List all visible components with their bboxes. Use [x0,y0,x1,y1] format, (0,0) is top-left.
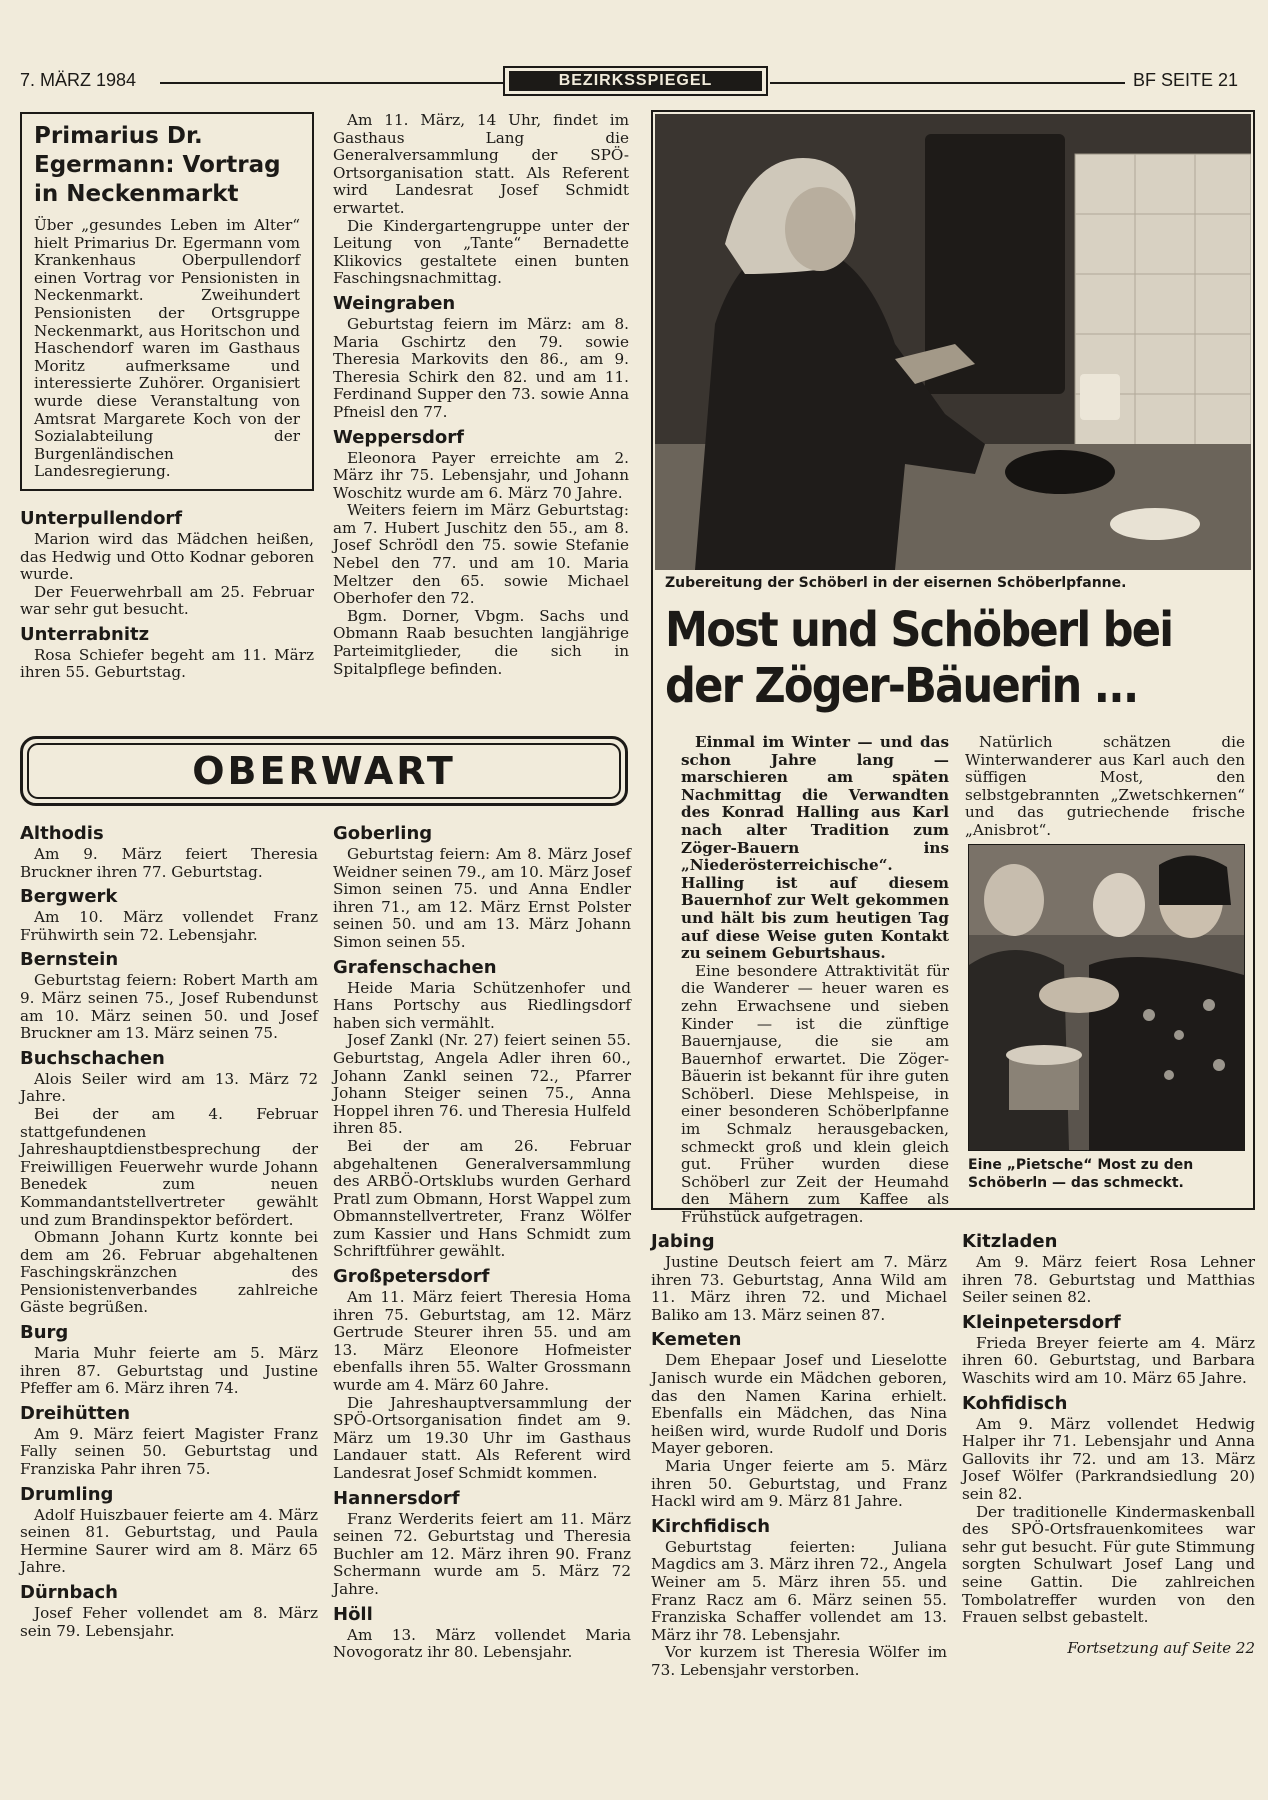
text-weppersdorf-3: Bgm. Dorner, Vbgm. Sachs und Obmann Raab besuchten langjährige Parteimitglieder, die sich in Spitalpflege befinden. [333,606,629,678]
heading-goberling: Goberling [333,823,433,844]
text-althodis: Am 9. März feiert Theresia Bruckner ihren 77. Geburtstag. [20,845,318,881]
oberwart-column-left [20,818,318,1640]
feature-headline: Most und Schöberl bei der Zöger-Bäuerin ... [665,602,1173,714]
text-unterpullendorf-1: Marion wird das Mädchen heißen, das Hedwig und Otto Kodnar geboren wurde. [20,529,314,584]
heading-jabing: Jabing [651,1231,715,1252]
heading-kirchfidisch: Kirchfidisch [651,1515,771,1537]
feature-body: Eine besondere Attraktivität für die Wanderer — heuer waren es zehn Erwachsene und sieben Kinder — ist die zünftige Bauernjause, die sie am Bauernhof erwartet. Die Zöger-Bäuerin ist bekannt für ihre guten Schöberl. Diese Mehlspeise, in einer besonderen Schöberlpfanne im Schmalz herausgebacken, schmeckt groß und klein gleich gut. Früher wurden diese Schöberl zur Zeit der Heumahd den Mähern zum Kaffee als Frühstück aufgetragen. [681,961,949,1227]
text-unterpullendorf-2: Der Feuerwehrball am 25. Februar war sehr gut besucht. [20,582,314,619]
header-rule-left [160,82,503,84]
text-burg: Maria Muhr feierte am 5. März ihren 87. Geburtstag und Justine Pfeffer am 6. März ihren 74. [20,1344,318,1398]
text-kleinpetersdorf: Frieda Breyer feierte am 4. März ihren 60. Geburtstag, und Barbara Waschits wird am 10. März 65 Jahre. [962,1333,1255,1387]
text-grafenschachen-2: Josef Zankl (Nr. 27) feiert seinen 55. Geburtstag, Angela Adler ihren 60., Johann Zankl seinen 72., Pfarrer Johann Steiger seinen 75., Anna Hoppel ihren 76. und Theresia Hulfeld ihren 85. [333,1031,631,1138]
oberwart-banner-inner [27,743,621,799]
text-hoell: Am 13. März vollendet Maria Novogoratz ihr 80. Lebensjahr. [333,1625,631,1662]
text-hannersdorf: Franz Werderits feiert am 11. März seinen 72. Geburtstag und Theresia Buchler am 12. März ihren 90. Franz Schermann wurde am 5. März 72 Jahre. [333,1509,631,1598]
heading-kohfidisch: Kohfidisch [962,1392,1068,1414]
text-duernbach: Josef Feher vollendet am 8. März sein 79. Lebensjahr. [20,1604,318,1640]
feature-box [651,110,1255,1227]
section-label [503,66,768,96]
text-kitzladen: Am 9. März feiert Rosa Lehner ihren 78. Geburtstag und Matthias Seiler seinen 82. [962,1253,1255,1307]
heading-burg: Burg [20,1322,69,1344]
page-date: 7. MÄRZ 1984 [20,70,137,90]
text-grosspetersdorf-2: Die Jahreshauptversammlung der SPÖ-Ortsorganisation findet am 9. März um 19.30 Uhr im Gasthaus Landauer statt. Als Referent wird Landesrat Josef Schmidt kommen. [333,1393,631,1482]
feature-lead: Einmal im Winter — und das schon Jahre lang — marschieren am späten Nachmittag die Verwandten des Konrad Halling aus Karl nach alter Tradition zum Zöger-Bauern ins „Niederösterreichische“. Halling ist auf diesem Bauernhof zur Welt gekommen und hält bis zum heutigen Tag auf diese Weise guten Kontakt zu seinem Geburtshaus. [681,733,949,963]
heading-grosspetersdorf: Großpetersdorf [333,1266,490,1288]
text-weingraben-1: Geburtstag feiern im März: am 8. Maria Gschirtz den 79. sowie Theresia Markovits den 86., am 9. Theresia Schirk den 82. und am 11. Ferdinand Supper den 73. sowie Anna Pfneisl den 77. [333,314,629,421]
text-buchschachen-1: Alois Seiler wird am 13. März 72 Jahre. [20,1069,318,1106]
text-generalversammlung: Am 11. März, 14 Uhr, findet im Gasthaus Lang die Generalversammlung der SPÖ-Ortsorganisation statt. Als Referent wird Landesrat Josef Schmidt erwartet. [333,111,629,217]
text-dreihuetten: Am 9. März feiert Magister Franz Fally seinen 50. Geburtstag und Franziska Pahr ihren 75. [20,1424,318,1479]
egermann-title: Primarius Dr. Egermann: Vortrag in Neckenmarkt [34,123,281,207]
text-kirchfidisch-1: Geburtstag feierten: Juliana Magdics am 3. März ihren 72., Angela Weiner am 5. März ihren 55. und Franz Racz am 6. März seinen 55. Franziska Schaffer vollendet am 13. März ihr 78. Lebensjahr. [651,1537,947,1644]
heading-bergwerk: Bergwerk [20,886,118,908]
feature-photo-kitchen [655,114,1251,570]
section-label-inner: BEZIRKSSPIEGEL [509,71,762,91]
text-bernstein: Geburtstag feiern: Robert Marth am 9. März seinen 75., Josef Rubendunst am 10. März seinen 50. und Josef Bruckner am 13. März seinen 75. [20,971,318,1043]
continued-note: Fortsetzung auf Seite 22 [1067,1638,1255,1657]
oberwart-column-middle [333,818,631,1662]
text-drumling: Adolf Huiszbauer feierte am 4. März seinen 81. Geburtstag, und Paula Hermine Saurer wird am 8. März 65 Jahre. [20,1505,318,1577]
heading-althodis: Althodis [20,823,104,844]
oberwart-title: OBERWART [192,749,456,793]
text-kindergarten: Die Kindergartengruppe unter der Leitung von „Tante“ Bernadette Klikovics gestaltete einen bunten Faschingsnachmittag. [333,216,629,288]
heading-buchschachen: Buchschachen [20,1047,165,1069]
feature-photo-people-caption: Eine „Pietsche“ Most zu den Schöberln — das schmeckt. [968,1157,1194,1191]
text-goberling: Geburtstag feiern: Am 8. März Josef Weidner seinen 79., am 10. März Josef Simon seinen 75. und Anna Endler ihren 71., am 12. März Ernst Polster seinen 50. und am 13. März Johann Simon seinen 55. [333,845,631,951]
text-weppersdorf-1: Eleonora Payer erreichte am 2. März ihr 75. Lebensjahr, und Johann Woschitz wurde am 6. März 70 Jahre. [333,448,629,502]
text-buchschachen-2: Bei der am 4. Februar stattgefundenen Jahreshauptdienstbesprechung der Freiwilligen Feuerwehr wurde Johann Benedek zum neuen Kommandantstellvertreter gewählt und zum Brandinspektor befördert. [20,1104,318,1229]
text-buchschachen-3: Obmann Johann Kurtz konnte bei dem am 26. Februar abgehaltenen Faschingskränzchen des Pensionistenverbandes zahlreiche Gäste begrüßen. [20,1228,318,1317]
text-jabing: Justine Deutsch feiert am 7. März ihren 73. Geburtstag, Anna Wild am 11. März ihren 72. und Michael Baliko am 13. März seinen 87. [651,1253,947,1324]
heading-grafenschachen: Grafenschachen [333,956,497,978]
feature-text-right [965,734,1245,840]
text-grafenschachen-3: Bei der am 26. Februar abgehaltenen Generalversammlung des ARBÖ-Ortsklubs wurden Gerhard Pratl zum Obmann, Horst Wappel zum Obmannstellvertreter, Franz Wölfer zum Kassier und Hans Schmidt zum Schriftführer gewählt. [333,1136,631,1261]
text-kohfidisch-1: Am 9. März vollendet Hedwig Halper ihr 71. Lebensjahr und Anna Gallovits ihr 72. und am 13. März Josef Wölfer (Parkrandsiedlung 20) sein 82. [962,1414,1255,1503]
people-photo-icon [969,845,1244,1150]
heading-unterpullendorf: Unterpullendorf [20,507,183,529]
heading-kemeten: Kemeten [651,1329,742,1351]
text-kemeten-1: Dem Ehepaar Josef und Lieselotte Janisch wurde ein Mädchen geboren, das den Namen Karina erhielt. Ebenfalls ein Mädchen, das Nina heißen wird, wurde Rudolf und Doris Mayer geboren. [651,1351,947,1458]
feature-photo-kitchen-caption: Zubereitung der Schöberl in der eisernen Schöberlpfanne. [665,575,1127,591]
heading-dreihuetten: Dreihütten [20,1402,131,1424]
kitchen-photo-icon [655,114,1251,570]
heading-hoell: Höll [333,1603,373,1625]
heading-weppersdorf: Weppersdorf [333,426,464,448]
text-unterrabnitz-1: Rosa Schiefer begeht am 11. März ihren 55. Geburtstag. [20,645,314,682]
heading-kleinpetersdorf: Kleinpetersdorf [962,1311,1121,1333]
text-kirchfidisch-2: Vor kurzem ist Theresia Wölfer im 73. Lebensjahr verstorben. [651,1643,947,1679]
page-number: BF SEITE 21 [1133,70,1239,90]
feature-right-text: Natürlich schätzen die Winterwanderer aus Karl auch den süffigen Most, den selbstgebrannten „Zwetschkernen“ und das gutriechende frische „Anisbrot“. [965,733,1245,839]
column-4 [962,1226,1255,1657]
text-grafenschachen-1: Heide Maria Schützenhofer und Hans Portschy aus Riedlingsdorf haben sich vermählt. [333,978,631,1032]
text-weppersdorf-2: Weiters feiern im März Geburtstag: am 7. Hubert Juschitz den 55., am 8. Josef Schrödl den 75. sowie Stefanie Nebel den 77. und am 10. Maria Meltzer den 65. sowie Michael Oberhofer den 72. [333,501,629,608]
heading-duernbach: Dürnbach [20,1582,118,1603]
column-1 [20,112,314,682]
text-kemeten-2: Maria Unger feierte am 5. März ihren 50. Geburtstag, und Franz Hackl wird am 9. März 81 Jahre. [651,1456,947,1511]
egermann-box [20,112,314,491]
oberwart-banner [20,736,628,806]
heading-bernstein: Bernstein [20,949,119,971]
heading-kitzladen: Kitzladen [962,1231,1058,1252]
heading-hannersdorf: Hannersdorf [333,1487,460,1509]
column-2-top [333,112,629,678]
header-rule-right [770,82,1125,84]
text-kohfidisch-2: Der traditionelle Kindermaskenball des SPÖ-Ortsfrauenkomitees war sehr gut besucht. Für gute Stimmung sorgten Schulwart Josef Lang und seine Gattin. Die zahlreichen Tombolatreffer wurden von den Frauen selbst gebastelt. [962,1502,1255,1627]
feature-text-left [681,734,949,1227]
feature-photo-people [968,844,1245,1151]
heading-weingraben: Weingraben [333,292,456,314]
heading-drumling: Drumling [20,1483,114,1505]
heading-unterrabnitz: Unterrabnitz [20,623,150,645]
text-grosspetersdorf-1: Am 11. März feiert Theresia Homa ihren 75. Geburtstag, am 12. März Gertrude Steurer ihren 55. und am 13. März Eleonore Hofmeister ebenfalls ihren 55. Walter Grossmann wurde am 4. März 60 Jahre. [333,1288,631,1395]
column-3 [651,1226,947,1679]
text-bergwerk: Am 10. März vollendet Franz Frühwirth sein 72. Lebensjahr. [20,908,318,944]
egermann-text: Über „gesundes Leben im Alter“ hielt Primarius Dr. Egermann vom Krankenhaus Oberpullendorf einen Vortrag vor Pensionisten in Neckenmarkt. Zweihundert Pensionisten der Ortsgruppe Neckenmarkt, aus Horitschon und Haschendorf waren im Gasthaus Moritz aufmerksame und interessierte Zuhörer. Organisiert wurde diese Veranstaltung von Amtsrat Margarete Koch von der Sozialabteilung der Burgenländischen Landesregierung. [34,216,300,481]
